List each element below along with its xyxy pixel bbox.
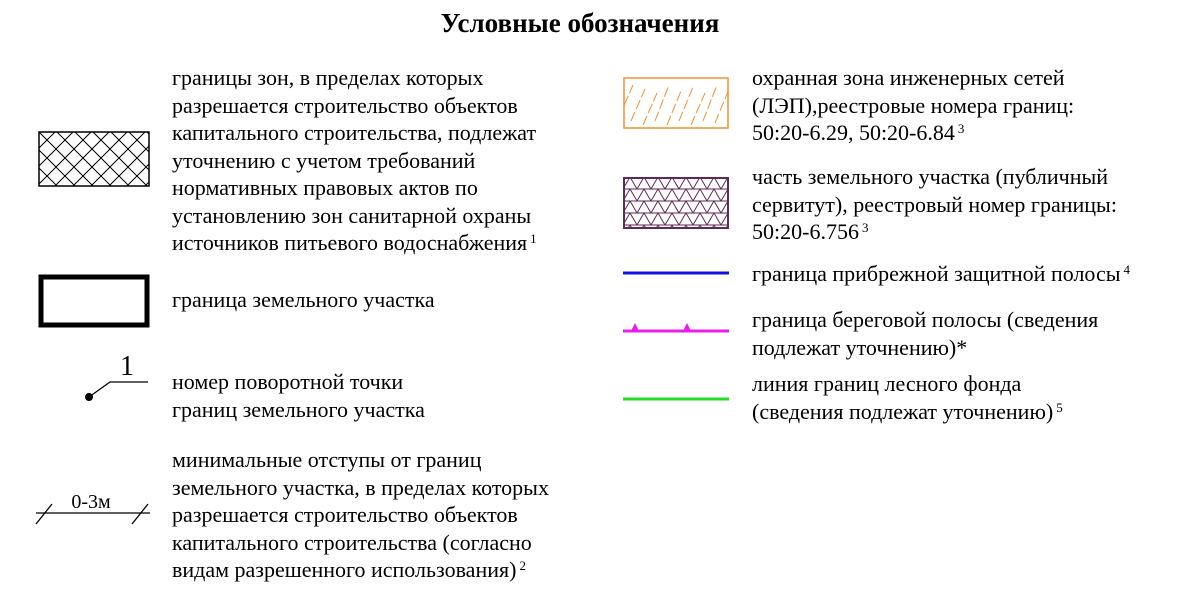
turning-point-number: 1: [120, 351, 134, 382]
footnote-mark: 5: [1056, 399, 1063, 415]
turning-point-label: номер поворотной точки границ земельного участка: [172, 369, 425, 422]
shoreline-strip-line-symbol: [623, 318, 729, 336]
setback-dimension-symbol: [28, 488, 158, 528]
utility-protection-zone-label: охранная зона инженерных сетей (ЛЭП),реестровые номера границ: 50:20-6.29, 50:20-6.84 $^3$: [752, 65, 1075, 145]
setback-dimension-label: минимальные отступы от границ земельного участка, в пределах которых разрешается строительство объектов капитального строительства (согласно видам разрешенного использования) $^2$: [172, 447, 549, 582]
footnote-mark: 4: [1123, 262, 1131, 277]
land-plot-boundary-symbol: [38, 274, 150, 328]
forest-fund-line-symbol: [623, 394, 729, 404]
footnote-mark: 3: [957, 121, 965, 136]
public-easement-symbol: [623, 177, 729, 229]
crosshatch-zone-symbol: [38, 131, 150, 187]
legend-title: Условные обозначения: [440, 8, 720, 38]
crosshatch-zone-label: границы зон, в пределах которых разрешается строительство объектов капитального строительства, подлежат уточнению с учетом требований нормативных правовых актов по установлению зон санитарной охраны источников питьевого водоснабжения $^1$: [172, 65, 537, 255]
footnote-mark: 3: [861, 220, 869, 235]
land-plot-boundary-label: граница земельного участка: [172, 287, 435, 312]
turning-point-symbol: [80, 344, 150, 404]
utility-protection-zone-symbol: [623, 77, 729, 129]
forest-fund-line-label: линия границ лесного фонда (сведения подлежат уточнению) $^5$: [752, 371, 1063, 424]
setback-dimension-value: 0-3м: [71, 491, 111, 513]
footnote-mark: 1: [530, 231, 537, 246]
coastal-protection-strip-label: граница прибрежной защитной полосы $^4$: [752, 261, 1131, 286]
shoreline-strip-label: граница береговой полосы (сведения подлежат уточнению)*: [752, 307, 1099, 360]
footnote-mark: 2: [519, 558, 526, 573]
coastal-protection-strip-line-symbol: [623, 268, 729, 278]
public-easement-label: часть земельного участка (публичный сервитут), реестровый номер границы: 50:20-6.756 $^3$: [752, 164, 1117, 244]
